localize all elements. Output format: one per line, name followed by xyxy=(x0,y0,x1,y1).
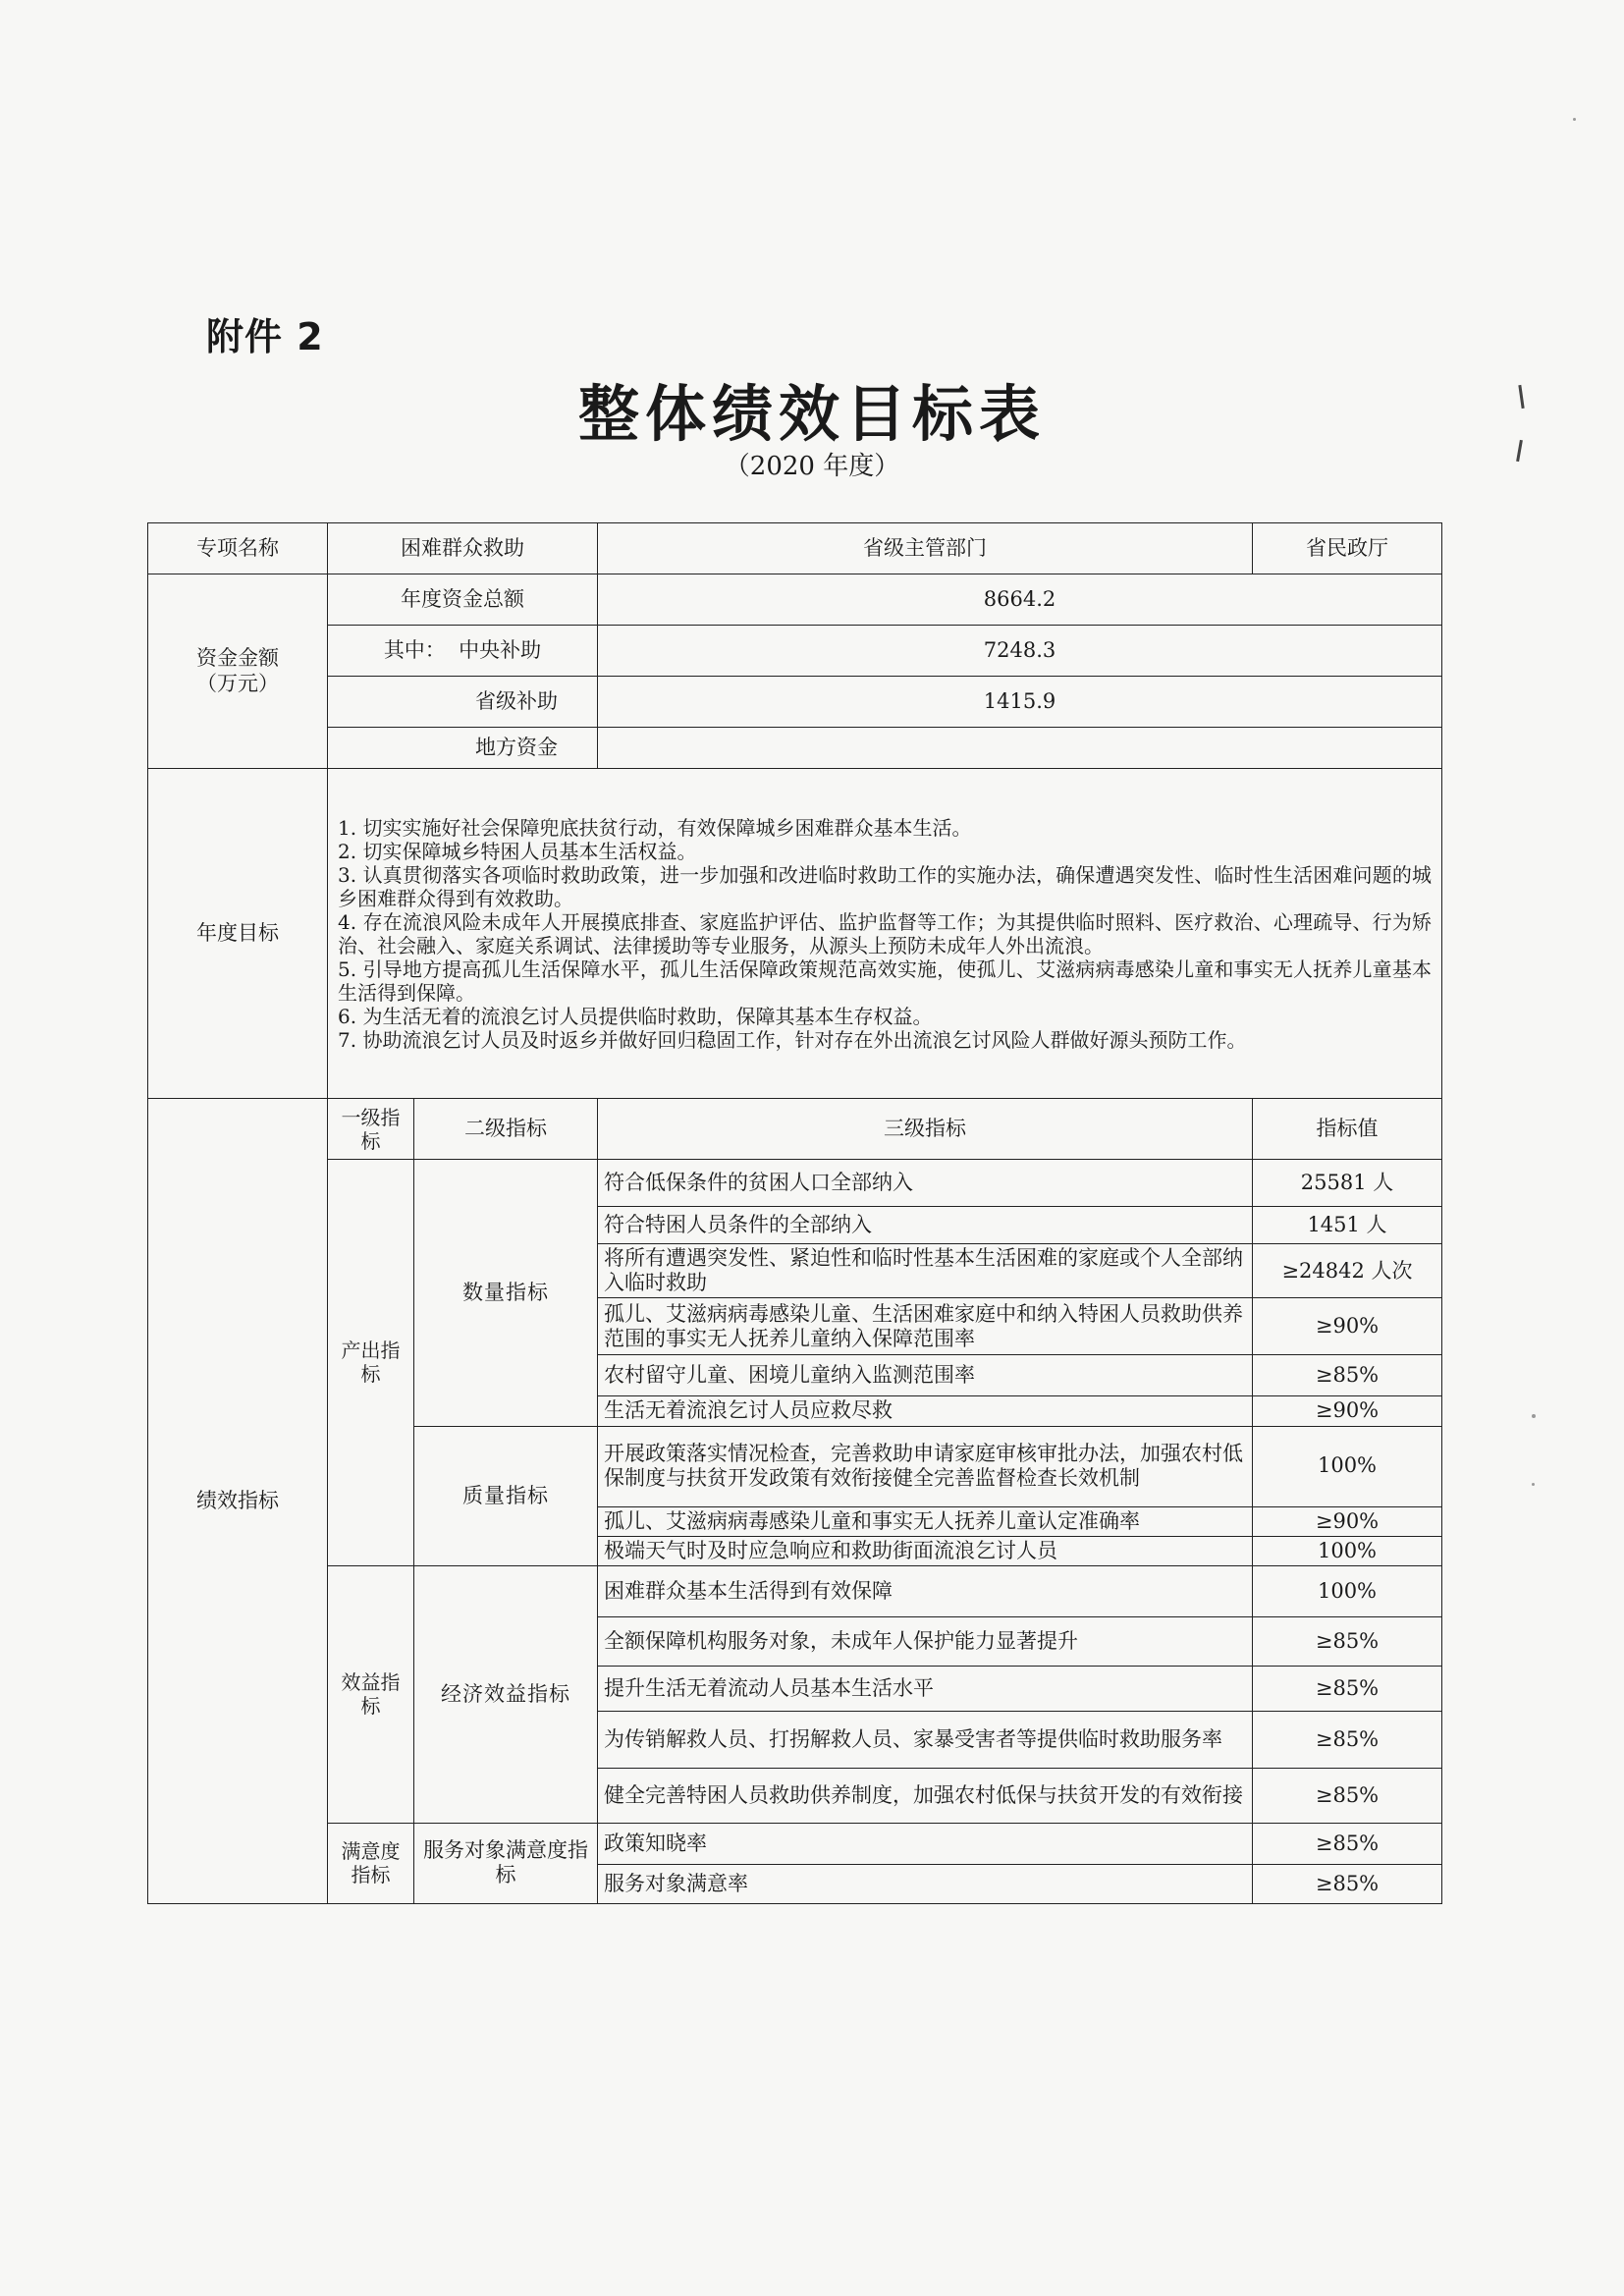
funds-row xyxy=(148,677,1442,728)
indicator-name: 孤儿、艾滋病病毒感染儿童和事实无人抚养儿童认定准确率 xyxy=(598,1506,1253,1536)
funds-label: 资金金额 xyxy=(196,646,279,671)
goal-item: 6. 为生活无着的流浪乞讨人员提供临时救助，保障其基本生存权益。 xyxy=(338,1004,933,1028)
level1-satisfaction: 满意度指标 xyxy=(328,1823,414,1903)
indicators-label: 绩效指标 xyxy=(148,1099,328,1904)
header-level2: 二级指标 xyxy=(414,1099,598,1160)
funds-row xyxy=(148,574,1442,626)
level1-benefit: 效益指标 xyxy=(328,1565,414,1823)
indicator-value: ≥85% xyxy=(1253,1711,1442,1768)
indicator-header-row xyxy=(148,1099,1442,1160)
goal-item: 1. 切实实施好社会保障兜底扶贫行动，有效保障城乡困难群众基本生活。 xyxy=(338,815,972,840)
indicator-name: 健全完善特困人员救助供养制度，加强农村低保与扶贫开发的有效衔接 xyxy=(598,1768,1253,1823)
indicator-value: ≥24842 人次 xyxy=(1253,1244,1442,1298)
level2-quality: 质量指标 xyxy=(414,1426,598,1565)
indicator-name: 开展政策落实情况检查，完善救助申请家庭审核审批办法，加强农村低保制度与扶贫开发政策有效衔接健全完善监督检查长效机制 xyxy=(598,1426,1253,1506)
indicator-row xyxy=(148,1160,1442,1207)
indicator-name: 服务对象满意率 xyxy=(598,1864,1253,1903)
goals-content xyxy=(328,769,1442,1099)
funds-row xyxy=(148,626,1442,677)
indicator-name: 符合低保条件的贫困人口全部纳入 xyxy=(598,1160,1253,1207)
indicator-name: 符合特困人员条件的全部纳入 xyxy=(598,1207,1253,1244)
indicator-name: 提升生活无着流动人员基本生活水平 xyxy=(598,1666,1253,1711)
level2-quantity: 数量指标 xyxy=(414,1160,598,1427)
header-value: 指标值 xyxy=(1253,1099,1442,1160)
indicator-value: 1451 人 xyxy=(1253,1207,1442,1244)
indicator-value: ≥85% xyxy=(1253,1864,1442,1903)
funds-row-label: 地方资金 xyxy=(328,728,598,769)
goal-item: 2. 切实保障城乡特困人员基本生活权益。 xyxy=(338,839,697,863)
indicator-row xyxy=(148,1565,1442,1616)
goal-item: 3. 认真贯彻落实各项临时救助政策，进一步加强和改进临时救助工作的实施办法，确保遭遇突发性、临时性生活困难问题的城乡困难群众得到有效救助。 xyxy=(338,862,1432,910)
header-level3: 三级指标 xyxy=(598,1099,1253,1160)
indicator-name: 困难群众基本生活得到有效保障 xyxy=(598,1565,1253,1616)
indicator-value: 100% xyxy=(1253,1426,1442,1506)
goal-item: 7. 协助流浪乞讨人员及时返乡并做好回归稳固工作，针对存在外出流浪乞讨风险人群做好源头预防工作。 xyxy=(338,1027,1247,1052)
indicator-row xyxy=(148,1823,1442,1864)
scan-speck xyxy=(1573,118,1576,121)
project-row xyxy=(148,523,1442,574)
funds-row-value: 8664.2 xyxy=(598,574,1442,626)
header-level1: 一级指标 xyxy=(328,1099,414,1160)
attachment-label: 附件 2 xyxy=(206,315,324,358)
dept-label: 省级主管部门 xyxy=(598,523,1253,574)
level2-satisfaction: 服务对象满意度指标 xyxy=(414,1823,598,1903)
performance-table xyxy=(147,522,1442,1904)
indicator-name: 农村留守儿童、困境儿童纳入监测范围率 xyxy=(598,1355,1253,1396)
funds-row-label: 其中： 中央补助 xyxy=(328,626,598,677)
goal-item: 4. 存在流浪风险未成年人开展摸底排查、家庭监护评估、监护监督等工作；为其提供临时照料、医疗救治、心理疏导、行为矫治、社会融入、家庭关系调试、法律援助等专业服务，从源头上预防未成年人外出流浪。 xyxy=(338,909,1432,957)
page-title: 整体绩效目标表 xyxy=(577,378,1046,450)
indicator-value: ≥85% xyxy=(1253,1768,1442,1823)
funds-row-label: 年度资金总额 xyxy=(328,574,598,626)
indicator-value: 25581 人 xyxy=(1253,1160,1442,1207)
indicator-value: ≥85% xyxy=(1253,1823,1442,1864)
funds-row-value xyxy=(598,728,1442,769)
page-subtitle: （2020 年度） xyxy=(724,452,900,481)
funds-row xyxy=(148,728,1442,769)
funds-unit: （万元） xyxy=(196,671,279,695)
indicator-value: ≥85% xyxy=(1253,1616,1442,1666)
goals-label: 年度目标 xyxy=(148,769,328,1099)
indicator-name: 政策知晓率 xyxy=(598,1823,1253,1864)
goals-row xyxy=(148,769,1442,1099)
indicator-name: 生活无着流浪乞讨人员应救尽救 xyxy=(598,1396,1253,1426)
dept-value: 省民政厅 xyxy=(1253,523,1442,574)
funds-label-cell xyxy=(148,574,328,769)
scan-speck xyxy=(1532,1483,1535,1486)
indicator-value: ≥90% xyxy=(1253,1506,1442,1536)
indicator-name: 为传销解救人员、打拐解救人员、家暴受害者等提供临时救助服务率 xyxy=(598,1711,1253,1768)
level1-output: 产出指标 xyxy=(328,1160,414,1566)
funds-row-value: 1415.9 xyxy=(598,677,1442,728)
indicator-name: 全额保障机构服务对象，未成年人保护能力显著提升 xyxy=(598,1616,1253,1666)
project-name-value: 困难群众救助 xyxy=(328,523,598,574)
indicator-value: 100% xyxy=(1253,1536,1442,1565)
level2-economic: 经济效益指标 xyxy=(414,1565,598,1823)
indicator-value: ≥85% xyxy=(1253,1355,1442,1396)
indicator-name: 孤儿、艾滋病病毒感染儿童、生活困难家庭中和纳入特困人员救助供养范围的事实无人抚养儿童纳入保障范围率 xyxy=(598,1298,1253,1355)
scan-speck xyxy=(1532,1414,1536,1418)
indicator-name: 极端天气时及时应急响应和救助街面流浪乞讨人员 xyxy=(598,1536,1253,1565)
project-name-label: 专项名称 xyxy=(148,523,328,574)
goal-item: 5. 引导地方提高孤儿生活保障水平，孤儿生活保障政策规范高效实施，使孤儿、艾滋病病毒感染儿童和事实无人抚养儿童基本生活得到保障。 xyxy=(338,957,1432,1005)
indicator-name: 将所有遭遇突发性、紧迫性和临时性基本生活困难的家庭或个人全部纳入临时救助 xyxy=(598,1244,1253,1298)
funds-row-value: 7248.3 xyxy=(598,626,1442,677)
funds-row-label: 省级补助 xyxy=(328,677,598,728)
indicator-value: ≥90% xyxy=(1253,1396,1442,1426)
indicator-value: ≥85% xyxy=(1253,1666,1442,1711)
indicator-value: 100% xyxy=(1253,1565,1442,1616)
indicator-value: ≥90% xyxy=(1253,1298,1442,1355)
